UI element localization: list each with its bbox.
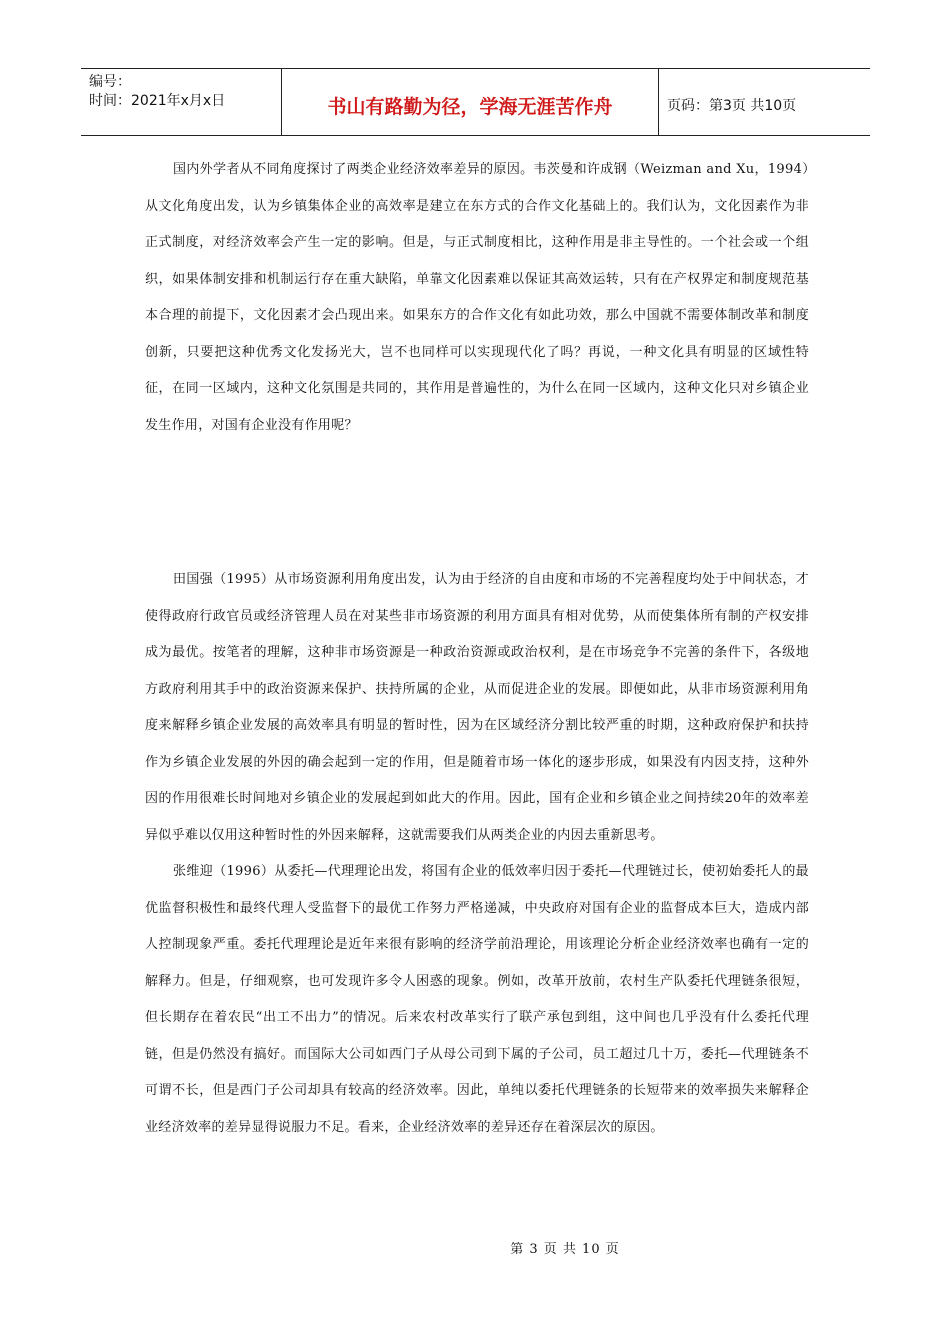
body-section-2 <box>145 562 809 1146</box>
serial-number-label: 编号： <box>89 74 131 90</box>
page-footer: 第 3 页 共 10 页 <box>510 1242 620 1257</box>
time-label: 时间：2021年x月x日 <box>89 93 226 109</box>
paragraph: 国内外学者从不同角度探讨了两类企业经济效率差异的原因。韦茨曼和许成钢（Weizman and Xu，1994）从文化角度出发，认为乡镇集体企业的高效率是建立在东方式的合作文化基础上的。我们认为，文化因素作为非正式制度，对经济效率会产生一定的影响。但是，与正式制度相比，这种作用是非主导性的。一个社会或一个组织，如果体制安排和机制运行存在重大缺陷，单靠文化因素难以保证其高效运转，只有在产权界定和制度规范基本合理的前提下，文化因素才会凸现出来。如果东方的合作文化有如此功效，那么中国就不需要体制改革和制度创新，只要把这种优秀文化发扬光大，岂不也同样可以实现现代化了吗？再说，一种文化具有明显的区域性特征，在同一区域内，这种文化氛围是共同的，其作用是普遍性的，为什么在同一区域内，这种文化只对乡镇企业发生作用，对国有企业没有作用呢？ <box>145 162 809 433</box>
body-section-1 <box>145 152 809 444</box>
document-header <box>81 68 870 136</box>
header-page-info: 页码：第3页 共10页 <box>667 98 797 114</box>
header-motto: 书山有路勤为径，学海无涯苦作舟 <box>282 69 659 135</box>
paragraph: 张维迎（1996）从委托—代理理论出发，将国有企业的低效率归因于委托—代理链过长，使初始委托人的最优监督积极性和最终代理人受监督下的最优工作努力严格递减，中央政府对国有企业的监督成本巨大，造成内部人控制现象严重。委托代理理论是近年来很有影响的经济学前沿理论，用该理论分析企业经济效率也确有一定的解释力。但是，仔细观察，也可发现许多令人困惑的现象。例如，改革开放前，农村生产队委托代理链条很短，但长期存在着农民“出工不出力”的情况。后来农村改革实行了联产承包到组，这中间也几乎没有什么委托代理链，但是仍然没有搞好。而国际大公司如西门子从母公司到下属的子公司，员工超过几十万，委托—代理链条不可谓不长，但是西门子公司却具有较高的经济效率。因此，单纯以委托代理链条的长短带来的效率损失来解释企业经济效率的差异显得说服力不足。看来，企业经济效率的差异还存在着深层次的原因。 <box>145 864 809 1135</box>
paragraph: 田国强（1995）从市场资源利用角度出发，认为由于经济的自由度和市场的不完善程度均处于中间状态，才使得政府行政官员或经济管理人员在对某些非市场资源的利用方面具有相对优势，从而使集体所有制的产权安排成为最优。按笔者的理解，这种非市场资源是一种政治资源或政治权利，是在市场竞争不完善的条件下，各级地方政府利用其手中的政治资源来保护、扶持所属的企业，从而促进企业的发展。即便如此，从非市场资源利用角度来解释乡镇企业发展的高效率具有明显的暂时性，因为在区域经济分割比较严重的时期，这种政府保护和扶持作为乡镇企业发展的外因的确会起到一定的作用，但是随着市场一体化的逐步形成，如果没有内因支持，这种外因的作用很难长时间地对乡镇企业的发展起到如此大的作用。因此，国有企业和乡镇企业之间持续20年的效率差异似乎难以仅用这种暂时性的外因来解释，这就需要我们从两类企业的内因去重新思考。 <box>145 572 809 843</box>
header-meta-cell <box>81 69 282 135</box>
